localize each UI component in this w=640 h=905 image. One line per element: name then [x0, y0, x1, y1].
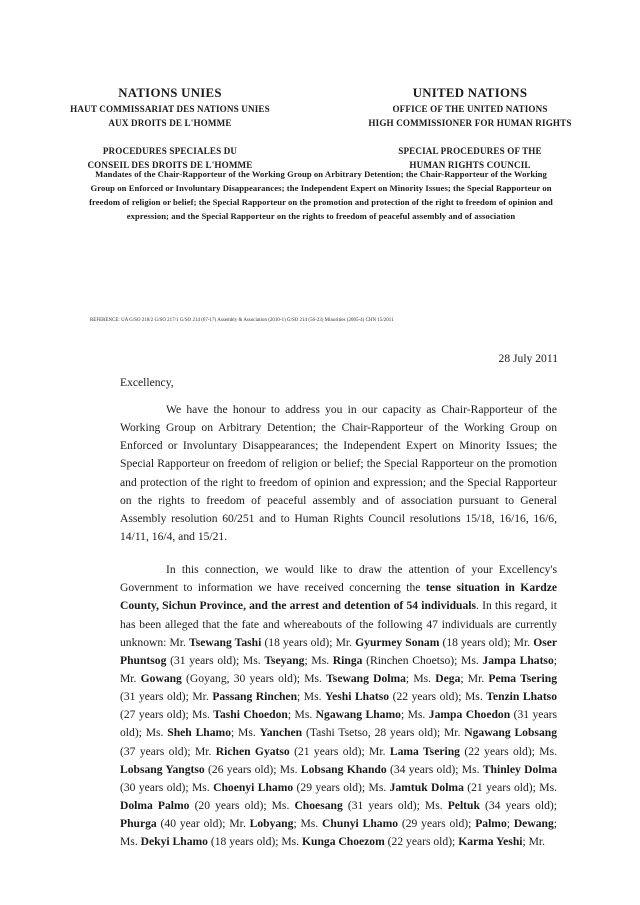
- allegation-emphasis: tense situation in Kardze County, Sichun Province, and the arrest and detention of 54 individuals: [120, 581, 557, 613]
- salutation: Excellency,: [120, 376, 174, 389]
- special-procedures-french-line2: CONSEIL DES DROITS DE L'HOMME: [87, 159, 253, 170]
- office-name-french-line1: HAUT COMMISSARIAT DES NATIONS UNIES: [70, 103, 270, 114]
- letter-date: 28 July 2011: [498, 352, 558, 365]
- mandates-statement: Mandates of the Chair-Rapporteur of the Working Group on Arbitrary Detention; the Chair-Rapporteur of the Working Group on Enforced or Involuntary Disappearances; the Independent Expert on Minority Issues; the Special Rapporteur on freedom of religion or belief; the Special Rapporteur on the promotion and protection of the right to freedom of opinion and expression; and the Special Rapporteur on the rights to freedom of peaceful assembly and of association: [89, 169, 553, 221]
- letterhead-english-column: [344, 86, 596, 171]
- body-paragraph-mandate-authority: We have the honour to address you in our capacity as Chair-Rapporteur of the Working Group on Arbitrary Detention; the Chair-Rapporteur of the Working Group on Enforced or Involuntary Disappearances; the Independent Expert on Minority Issues; the Special Rapporteur on freedom of religion or belief; the Special Rapporteur on the promotion and protection of the right to freedom of opinion and expression; and the Special Rapporteur on the rights to freedom of peaceful assembly and of association pursuant to General Assembly resolution 60/251 and to Human Rights Council resolutions 15/18, 16/16, 16/6, 14/11, 16/4, and 15/21.: [120, 403, 557, 543]
- body-paragraph-allegation: [120, 561, 557, 851]
- special-procedures-english-line1: SPECIAL PROCEDURES OF THE: [398, 146, 542, 157]
- organization-title-french: NATIONS UNIES: [118, 86, 222, 100]
- special-procedures-english-line2: HUMAN RIGHTS COUNCIL: [409, 159, 531, 170]
- allegation-continuation: . In this regard, it has been alleged that the fate and whereabouts of the following 47 individuals are currently unknown:: [120, 599, 557, 649]
- detainee-names-list: Mr. Tsewang Tashi (18 years old); Mr. Gyurmey Sonam (18 years old); Mr. Oser Phuntsog (31 years old); Ms. Tseyang; Ms. Ringa (Rinchen Choetso); Ms. Jampa Lhatso; Mr. Gowang (Goyang, 30 years old); Ms. Tsewang Dolma; Ms. Dega; Mr. Pema Tsering (31 years old); Mr. Passang Rinchen; Ms. Yeshi Lhatso (22 years old); Ms. Tenzin Lhatso (27 years old); Ms. Tashi Choedon; Ms. Ngawang Lhamo; Ms. Jampa Choedon (31 years old); Ms. Sheh Lhamo; Ms. Yanchen (Tashi Tsetso, 28 years old); Mr. Ngawang Lobsang (37 years old); Mr. Richen Gyatso (21 years old); Mr. Lama Tsering (22 years old); Ms. Lobsang Yangtso (26 years old); Ms. Lobsang Khando (34 years old); Ms. Thinley Dolma (30 years old); Ms. Choenyi Lhamo (29 years old); Ms. Jamtuk Dolma (21 years old); Ms. Dolma Palmo (20 years old); Ms. Choesang (31 years old); Ms. Peltuk (34 years old); Phurga (40 year old); Mr. Lobyang; Ms. Chunyi Lhamo (29 years old); Palmo; Dewang; Ms. Dekyi Lhamo (18 years old); Ms. Kunga Choezom (22 years old); Karma Yeshi; Mr.: [120, 635, 558, 849]
- special-procedures-french-line1: PROCEDURES SPECIALES DU: [102, 146, 238, 157]
- letterhead: [0, 86, 640, 171]
- allegation-intro: In this connection, we would like to draw the attention of your Excellency's Government to information we have received concerning the: [120, 563, 557, 595]
- office-name-english-line1: OFFICE OF THE UNITED NATIONS: [392, 103, 548, 114]
- reference-block: REFERENCE: UA G/SO 218/2 G/SO 217/1 G/SO 214 (67-17) Assembly & Association (2010-1) G/SO 214 (56-23) Minorities (2005-4) CHN 15/2011: [90, 318, 394, 323]
- office-name-french-line2: AUX DROITS DE L'HOMME: [108, 117, 232, 128]
- letter-body: [120, 401, 557, 851]
- letterhead-french-column: [44, 86, 296, 171]
- office-name-english-line2: HIGH COMMISSIONER FOR HUMAN RIGHTS: [368, 117, 572, 128]
- organization-title-english: UNITED NATIONS: [412, 86, 528, 100]
